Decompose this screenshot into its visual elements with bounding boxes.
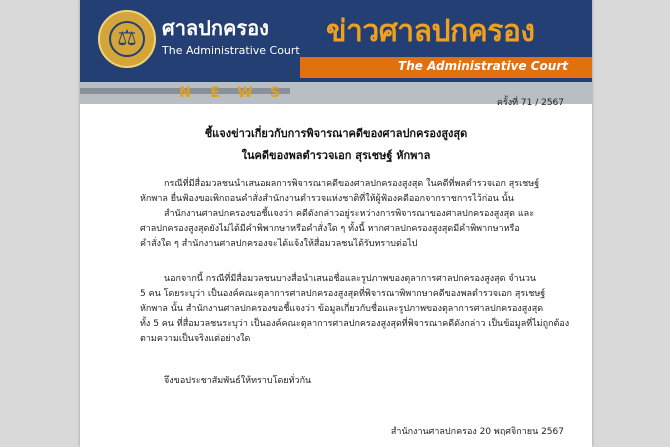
press-release-page bbox=[80, 0, 592, 447]
issue-number: ครั้งที่ 71 / 2567 bbox=[496, 98, 564, 108]
paragraph-2 bbox=[140, 272, 570, 347]
paragraph-2-line: หักพาล นั้น สำนักงานศาลปกครองขอชี้แจงว่า ข้อมูลเกี่ยวกับชื่อและรูปภาพของตุลาการศาลปกครองสูงสุด bbox=[140, 304, 544, 314]
paragraph-1-line: หักพาล ยื่นฟ้องขอเพิกถอนคำสั่งสำนักงานตำรวจแห่งชาติที่ให้ผู้ฟ้องคดีออกจากราชการไว้ก่อน นั้น bbox=[140, 194, 514, 204]
paragraph-1-line: คำสั่งใด ๆ สำนักงานศาลปกครองจะได้แจ้งให้สื่อมวลชนได้รับทราบต่อไป bbox=[140, 239, 418, 249]
header-banner bbox=[80, 0, 592, 82]
paragraph-1-line: สำนักงานศาลปกครองขอชี้แจงว่า คดีดังกล่าวอยู่ระหว่างการพิจารณาของศาลปกครองสูงสุด และ bbox=[164, 209, 535, 219]
news-letter-s: S bbox=[269, 85, 281, 101]
court-seal-logo bbox=[98, 10, 156, 68]
paragraph-1-line: กรณีที่มีสื่อมวลชนนำเสนอผลการพิจารณาคดีของศาลปกครองสูงสุด ในคดีที่พลตำรวจเอก สุรเชษฐ์ bbox=[164, 179, 540, 189]
paragraph-2-line: 5 คน โดยระบุว่า เป็นองค์คณะตุลาการศาลปกครองสูงสุดที่พิจารณาพิพากษาคดีของพลตำรวจเอก สุรเชษฐ์ bbox=[140, 289, 546, 299]
news-letter-e: E bbox=[210, 85, 220, 101]
news-letter-w: W bbox=[237, 85, 253, 101]
closing-line: จึงขอประชาสัมพันธ์ให้ทราบโดยทั่วกัน bbox=[164, 376, 312, 386]
paragraph-2-line: ตามความเป็นจริงแต่อย่างใด bbox=[140, 334, 251, 344]
scales-of-justice-icon: ⚖ bbox=[117, 26, 137, 51]
news-letter-n: N bbox=[179, 85, 191, 101]
headline-line-1: ชี้แจงข่าวเกี่ยวกับการพิจารณาคดีของศาลปกครองสูงสุด bbox=[204, 127, 468, 140]
org-name-en: The Administrative Court bbox=[162, 44, 300, 57]
paragraph-1 bbox=[140, 177, 540, 252]
paragraph-1-line: ศาลปกครองสูงสุดยังไม่ได้มีคำพิพากษาหรือคำสั่งใด ๆ ทั้งนี้ หากศาลปกครองสูงสุดมีคำพิพากษาหรือ bbox=[140, 224, 520, 234]
paragraph-2-line: นอกจากนี้ กรณีที่มีสื่อมวลชนบางสื่อนำเสนอชื่อและรูปภาพของตุลาการศาลปกครองสูงสุด จำนวน bbox=[164, 274, 537, 284]
headline-line-2: ในคดีของพลตำรวจเอก สุรเชษฐ์ หักพาล bbox=[241, 149, 431, 162]
closing-paragraph bbox=[140, 374, 540, 389]
paragraph-2-line: ทั้ง 5 คน ที่สื่อมวลชนระบุว่า เป็นองค์คณะตุลาการศาลปกครองสูงสุดที่พิจารณาคดีดังกล่าว เป็นข้อมูลที่ไม่ถูกต้อง bbox=[140, 319, 570, 329]
org-name-th: ศาลปกครอง bbox=[162, 16, 269, 40]
news-title-th: ข่าวศาลปกครอง bbox=[326, 14, 535, 49]
signature-line: สำนักงานศาลปกครอง 20 พฤศจิกายน 2567 bbox=[390, 427, 564, 437]
news-title-en: The Administrative Court bbox=[398, 59, 568, 73]
